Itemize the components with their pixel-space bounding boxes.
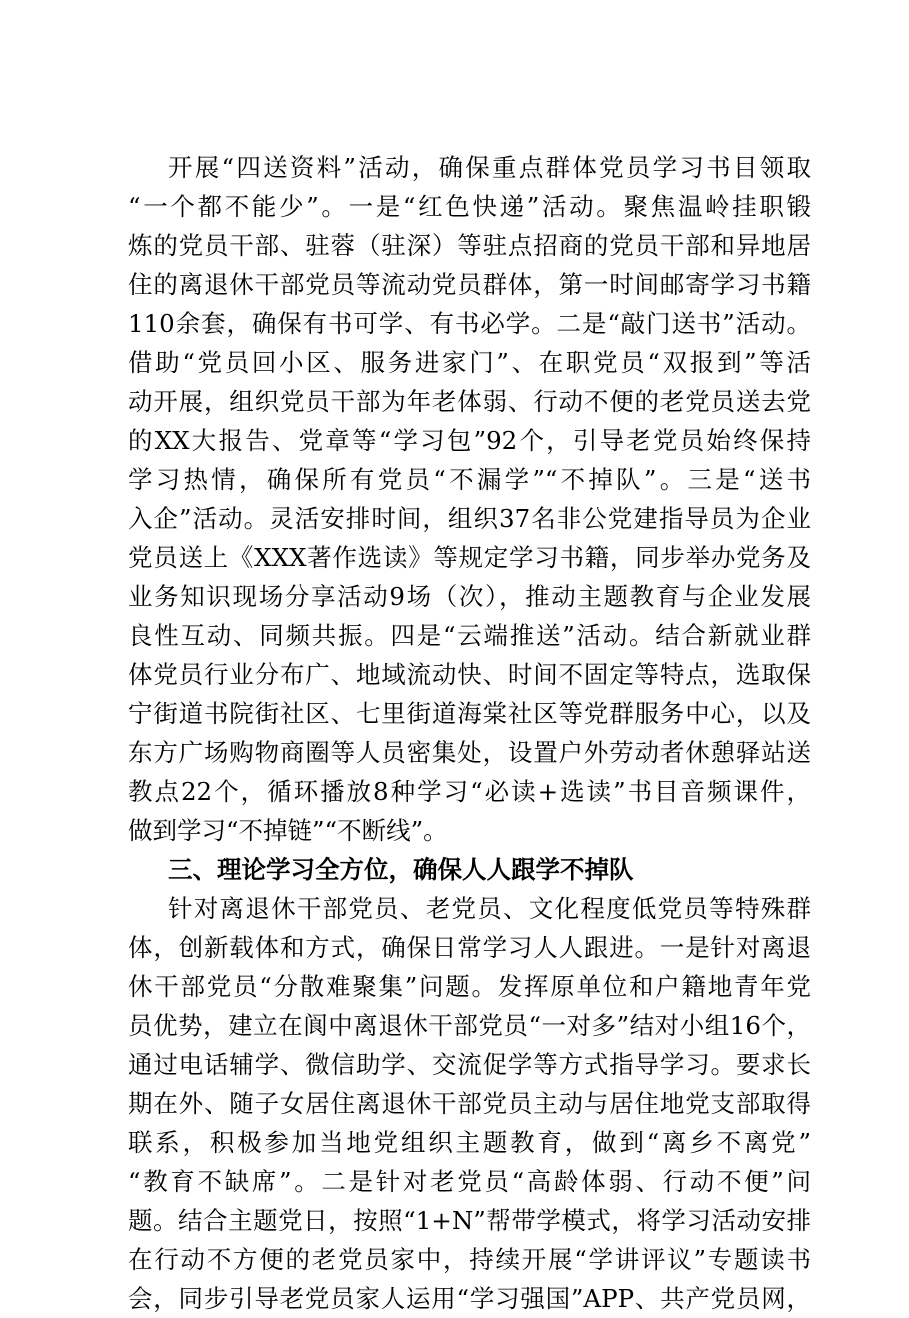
paragraph-line: 宁街道书院街社区、七里街道海棠社区等党群服务中心，以及 [128, 699, 811, 728]
paragraph-line: 住的离退休干部党员等流动党员群体，第一时间邮寄学习书籍 [128, 270, 811, 299]
paragraph-line: 通过电话辅学、微信助学、交流促学等方式指导学习。要求长 [128, 1050, 811, 1079]
paragraph-1 [128, 148, 811, 850]
paragraph-line: 教点22个，循环播放8种学习“必读+选读”书目音频课件， [128, 777, 811, 806]
paragraph-line: 体党员行业分布广、地域流动快、时间不固定等特点，选取保 [128, 660, 811, 689]
paragraph-line: 110余套，确保有书可学、有书必学。二是“敲门送书”活动。 [128, 309, 811, 338]
paragraph-line: 的XX大报告、党章等“学习包”92个，引导老党员始终保持 [128, 426, 811, 455]
paragraph-line: 入企”活动。灵活安排时间，组织37名非公党建指导员为企业 [128, 504, 811, 533]
paragraph-line: 会，同步引导老党员家人运用“学习强国”APP、共产党员网， [128, 1284, 811, 1313]
paragraph-line: 期在外、随子女居住离退休干部党员主动与居住地党支部取得 [128, 1089, 811, 1118]
section-heading: 三、理论学习全方位，确保人人跟学不掉队 [168, 855, 634, 884]
paragraph-line: 动开展，组织党员干部为年老体弱、行动不便的老党员送去党 [128, 387, 811, 416]
paragraph-line: “一个都不能少”。一是“红色快递”活动。聚焦温岭挂职锻 [128, 192, 811, 221]
paragraph-line: 业务知识现场分享活动9场（次），推动主题教育与企业发展 [128, 582, 811, 611]
paragraph-line: 党员送上《XXX著作选读》等规定学习书籍，同步举办党务及 [128, 543, 811, 572]
paragraph-line: “教育不缺席”。二是针对老党员“高龄体弱、行动不便”问 [128, 1167, 811, 1196]
paragraph-line: 学习热情，确保所有党员“不漏学”“不掉队”。三是“送书 [128, 465, 811, 494]
paragraph-line: 针对离退休干部党员、老党员、文化程度低党员等特殊群 [168, 894, 811, 923]
paragraph-line: 员优势，建立在阆中离退休干部党员“一对多”结对小组16个， [128, 1011, 811, 1040]
paragraph-line: 题。结合主题党日，按照“1+N”帮带学模式，将学习活动安排 [128, 1206, 811, 1235]
paragraph-line: 在行动不方便的老党员家中，持续开展“学讲评议”专题读书 [128, 1245, 811, 1274]
paragraph-line: 借助“党员回小区、服务进家门”、在职党员“双报到”等活 [128, 348, 811, 377]
paragraph-line: 联系，积极参加当地党组织主题教育，做到“离乡不离党” [128, 1128, 811, 1157]
paragraph-line: 做到学习“不掉链”“不断线”。 [128, 816, 448, 845]
paragraph-line: 良性互动、同频共振。四是“云端推送”活动。结合新就业群 [128, 621, 811, 650]
document-body [128, 148, 811, 1318]
paragraph-line: 东方广场购物商圈等人员密集处，设置户外劳动者休憩驿站送 [128, 738, 811, 767]
paragraph-line: 开展“四送资料”活动，确保重点群体党员学习书目领取 [168, 153, 811, 182]
paragraph-line: 炼的党员干部、驻蓉（驻深）等驻点招商的党员干部和异地居 [128, 231, 811, 260]
paragraph-line: 休干部党员“分散难聚集”问题。发挥原单位和户籍地青年党 [128, 972, 811, 1001]
paragraph-line: 体，创新载体和方式，确保日常学习人人跟进。一是针对离退 [128, 933, 811, 962]
paragraph-2 [128, 889, 811, 1318]
